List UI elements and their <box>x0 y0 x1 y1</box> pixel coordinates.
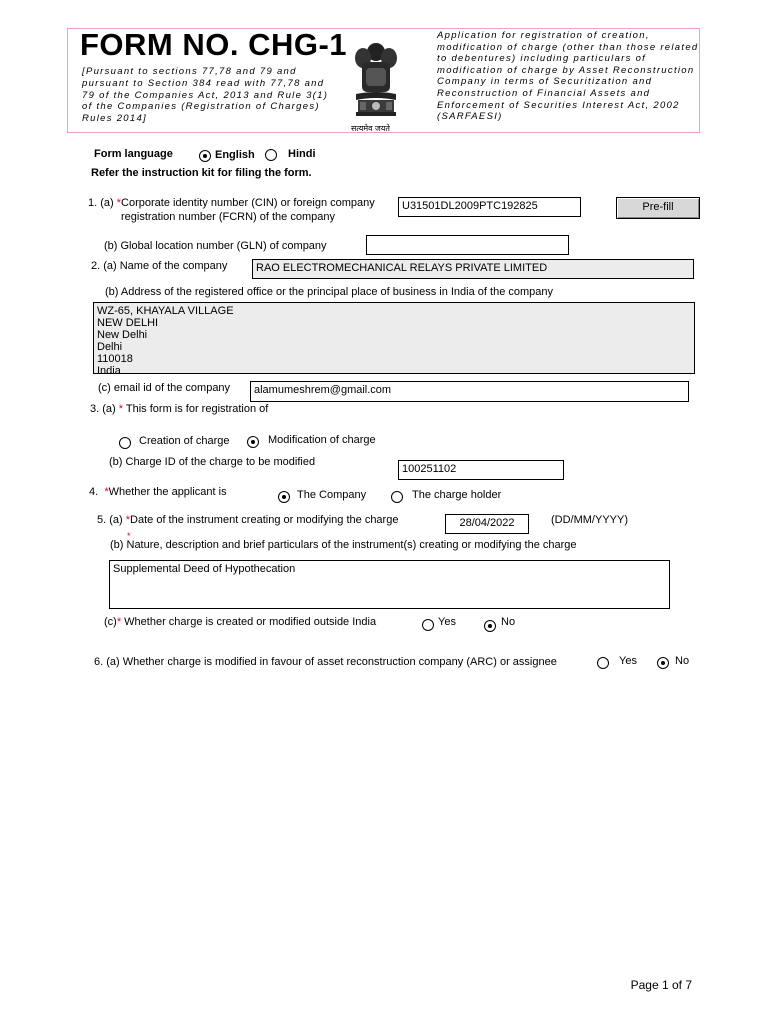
address-line: NEW DELHI <box>97 317 159 329</box>
q1a-label-line1: Corporate identity number (CIN) or foreign company <box>121 197 375 209</box>
required-star: * <box>116 616 122 628</box>
hindi-radio[interactable] <box>265 149 277 161</box>
creation-charge-label: Creation of charge <box>139 435 230 447</box>
email-input[interactable]: alamumeshrem@gmail.com <box>250 381 689 402</box>
application-description: Application for registration of creation, modification of charge (other than those related to debentures) including particulars of modification of charge by Asset Reconstruction Company in terms of Securitization and Reconstruction of Financial Assets and Enforcement of Securities Interest Act, 2002 (SARFAESI) <box>437 30 699 123</box>
prefill-button[interactable]: Pre-fill <box>616 197 700 219</box>
english-label: English <box>215 149 255 161</box>
q2a-label: 2. (a) Name of the company <box>91 260 228 272</box>
pursuant-text: [Pursuant to sections 77,78 and 79 and pursuant to Section 384 read with 77,78 and 79 of the Companies Act, 2013 and Rule 3(1) of the Companies (Registration of Charges) Rules 2014] <box>82 66 329 125</box>
date-format-hint: (DD/MM/YYYY) <box>551 514 628 526</box>
outside-india-no-radio[interactable] <box>484 620 496 632</box>
outside-india-no-label: No <box>501 616 516 628</box>
required-star: * <box>118 403 124 415</box>
q3b-label: (b) Charge ID of the charge to be modified <box>109 456 316 468</box>
modification-charge-label: Modification of charge <box>268 434 376 446</box>
page-number: Page 1 of 7 <box>630 978 692 992</box>
q5a-label-text: Date of the instrument creating or modifying the charge <box>130 514 399 526</box>
q1a-number: 1. (a) <box>88 197 114 209</box>
form-title: FORM NO. CHG-1 <box>80 27 348 62</box>
arc-yes-label: Yes <box>619 655 637 667</box>
q5a-label <box>97 514 398 526</box>
company-name-input[interactable]: RAO ELECTROMECHANICAL RELAYS PRIVATE LIMITED <box>252 259 694 279</box>
national-emblem-icon <box>348 38 404 134</box>
charge-holder-radio[interactable] <box>391 491 403 503</box>
q3a-number: 3. (a) <box>90 403 116 415</box>
the-company-radio[interactable] <box>278 491 290 503</box>
charge-holder-label: The charge holder <box>412 489 502 501</box>
instrument-description-textarea[interactable]: Supplemental Deed of Hypothecation <box>109 560 670 609</box>
q5a-number: 5. (a) <box>97 514 123 526</box>
address-line: 110018 <box>97 353 133 365</box>
english-radio[interactable] <box>199 150 211 162</box>
creation-charge-radio[interactable] <box>119 437 131 449</box>
q1a-label <box>88 197 375 209</box>
arc-no-radio[interactable] <box>657 657 669 669</box>
address-line: WZ-65, KHAYALA VILLAGE <box>97 305 234 317</box>
q5c-label-text: Whether charge is created or modified outside India <box>124 616 377 628</box>
q3a-label-text: This form is for registration of <box>125 403 269 415</box>
arc-no-label: No <box>675 655 690 667</box>
q6a-label: 6. (a) Whether charge is modified in favour of asset reconstruction company (ARC) or assignee <box>94 656 557 668</box>
form-language-label: Form language <box>94 148 173 160</box>
instrument-date-input[interactable]: 28/04/2022 <box>445 514 529 534</box>
q5b-label: (b) Nature, description and brief particulars of the instrument(s) creating or modifying the charge <box>110 539 577 551</box>
outside-india-yes-label: Yes <box>438 616 456 628</box>
modification-charge-radio[interactable] <box>247 436 259 448</box>
hindi-label: Hindi <box>288 148 316 160</box>
address-line: Delhi <box>97 341 123 353</box>
outside-india-yes-radio[interactable] <box>422 619 434 631</box>
charge-id-input[interactable]: 100251102 <box>398 460 564 480</box>
instruction-text: Refer the instruction kit for filing the form. <box>91 167 312 179</box>
address-textarea[interactable] <box>93 302 695 374</box>
address-line: India <box>97 365 121 374</box>
q1a-label-line2: registration number (FCRN) of the company <box>121 211 335 223</box>
required-star: * <box>116 197 122 209</box>
required-star: * <box>104 486 109 498</box>
arc-yes-radio[interactable] <box>597 657 609 669</box>
cin-input[interactable]: U31501DL2009PTC192825 <box>398 197 581 217</box>
q5c-label <box>104 616 376 628</box>
q3a-label <box>90 403 268 415</box>
q1b-label: (b) Global location number (GLN) of company <box>104 240 327 252</box>
q5c-number: (c) <box>104 616 117 628</box>
address-line: New Delhi <box>97 329 148 341</box>
q4-number: 4. <box>89 486 99 498</box>
q4-label <box>89 486 227 498</box>
gln-input[interactable] <box>366 235 569 255</box>
q4-label-text: Whether the applicant is <box>108 486 227 498</box>
required-star: * <box>125 514 131 526</box>
emblem-caption: सत्यमेव जयते <box>351 124 390 133</box>
the-company-label: The Company <box>297 489 367 501</box>
q2c-label: (c) email id of the company <box>98 382 231 394</box>
required-star: * <box>127 531 131 541</box>
q2b-label: (b) Address of the registered office or the principal place of business in India of the company <box>105 286 553 298</box>
